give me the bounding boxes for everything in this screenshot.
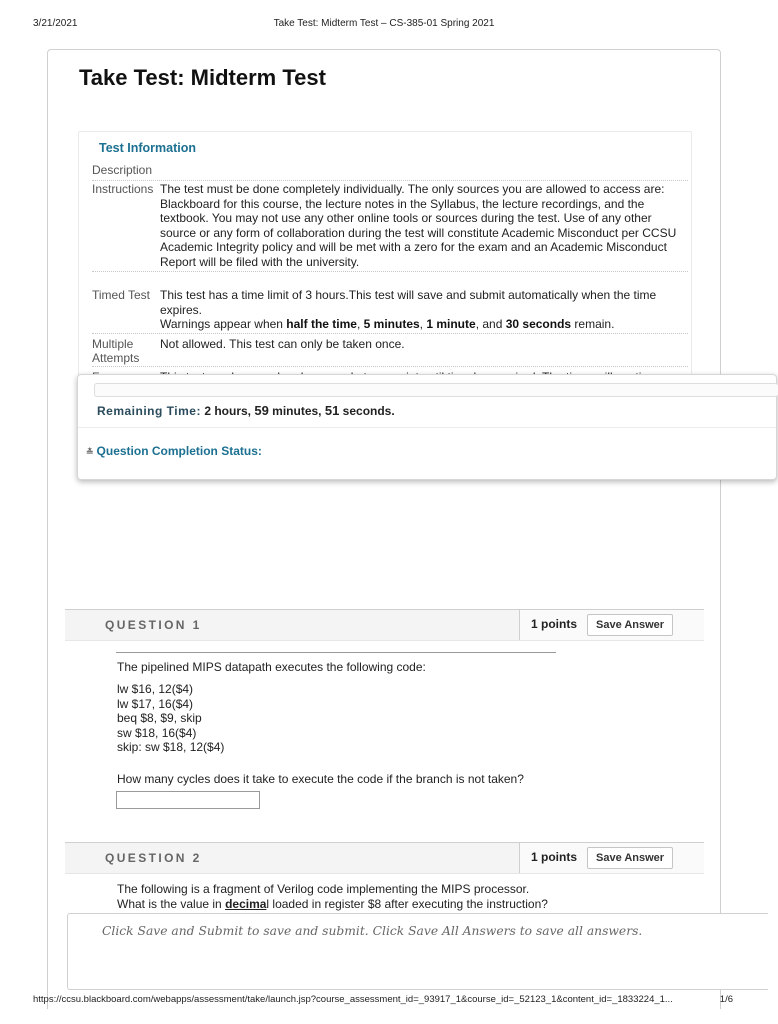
code-line: sw $18, 16($4) bbox=[117, 725, 197, 740]
question-1-points: 1 points bbox=[531, 617, 578, 631]
multiple-attempts-text: Not allowed. This test can only be taken once. bbox=[160, 337, 405, 351]
timed-test-label: Timed Test bbox=[92, 288, 151, 302]
instructions-label: Instructions bbox=[92, 182, 154, 196]
description-label: Description bbox=[92, 163, 153, 177]
print-page-number: 1/6 bbox=[719, 994, 733, 1005]
question-2-label: QUESTION 2 bbox=[105, 851, 202, 865]
question-2-header bbox=[65, 842, 704, 874]
multiple-attempts-label: Multiple Attempts bbox=[92, 337, 140, 365]
remaining-seconds: 51 bbox=[324, 403, 340, 418]
warning-sep-2: , bbox=[419, 317, 427, 332]
question-1-prompt: How many cycles does it take to execute the code if the branch is not taken? bbox=[117, 772, 524, 786]
question-2-line2-post: l loaded in register $8 after executing the instruction? bbox=[266, 897, 548, 911]
question-1-separator bbox=[116, 652, 556, 653]
submit-hint-text: Click Save and Submit to save and submit. Click Save All Answers to save all answers. bbox=[102, 924, 643, 938]
test-information-title: Test Information bbox=[99, 141, 196, 155]
question-1-header bbox=[65, 609, 704, 641]
chevron-double-down-icon: ≛ bbox=[86, 447, 94, 457]
remaining-minutes: 59 bbox=[254, 403, 269, 418]
submit-bar bbox=[67, 913, 768, 990]
info-row-multiple-attempts bbox=[92, 337, 688, 367]
print-date: 3/21/2021 bbox=[33, 18, 78, 29]
instructions-text: The test must be done completely individually. The only sources you are allowed to access are: Blackboard for this course, the lecture notes in the Syllabus, the lecture recordings, and the textbook. You may not use any other online tools or sources during the test. Use of any other source or any form of collaboration during the test will constitute Academic Misconduct per CCSU Academic Integrity policy and will be met with a zero for the exam and an Academic Misconduct Report will be filed with the university. bbox=[160, 182, 677, 269]
question-2-save-answer-button[interactable]: Save Answer bbox=[587, 847, 673, 869]
page-title: Take Test: Midterm Test bbox=[79, 65, 326, 90]
question-2-emphasis: decima bbox=[225, 897, 267, 911]
question-2-points: 1 points bbox=[531, 850, 578, 864]
code-line: lw $16, 12($4) bbox=[117, 682, 194, 696]
test-information-panel bbox=[78, 131, 692, 376]
question-1-answer-input[interactable] bbox=[116, 791, 260, 809]
remaining-seconds-unit: seconds. bbox=[342, 404, 395, 418]
question-completion-label: Question Completion Status: bbox=[96, 444, 262, 458]
warning-30-seconds: 30 seconds bbox=[505, 317, 572, 332]
question-completion-toggle[interactable] bbox=[86, 444, 262, 458]
timed-test-line1: This test has a time limit of 3 hours.This test will save and submit automatically when the time expires. bbox=[160, 288, 657, 317]
timer-divider bbox=[78, 427, 776, 428]
question-2-line2 bbox=[117, 897, 548, 912]
warning-sep-1: , bbox=[356, 317, 364, 332]
warning-half-time: half the time bbox=[286, 317, 357, 332]
question-1-points-cell bbox=[519, 610, 704, 640]
remaining-hours: 2 bbox=[204, 404, 211, 418]
question-1-intro: The pipelined MIPS datapath executes the following code: bbox=[117, 660, 426, 674]
warning-1-minute: 1 minute bbox=[426, 317, 476, 332]
question-2-points-cell bbox=[519, 843, 704, 873]
timer-bar bbox=[94, 383, 778, 397]
timed-test-text bbox=[160, 288, 685, 332]
code-line: skip: sw $18, 12($4) bbox=[117, 740, 225, 754]
info-row-timed-test bbox=[92, 288, 688, 334]
question-1-save-answer-button[interactable]: Save Answer bbox=[587, 614, 673, 636]
question-2-line1: The following is a fragment of Verilog code implementing the MIPS processor. bbox=[117, 882, 530, 896]
remaining-time bbox=[97, 403, 395, 418]
code-line: beq $8, $9, skip bbox=[117, 711, 202, 725]
timer-panel bbox=[77, 374, 777, 480]
question-1-label: QUESTION 1 bbox=[105, 618, 202, 632]
warning-sep-3: , and bbox=[475, 317, 506, 332]
warning-5-minutes: 5 minutes bbox=[363, 317, 420, 332]
question-2-line2-pre: What is the value in bbox=[117, 897, 226, 911]
remaining-minutes-unit: minutes, bbox=[272, 404, 322, 418]
question-1-code bbox=[117, 682, 224, 755]
print-url: https://ccsu.blackboard.com/webapps/assessment/take/launch.jsp?course_assessment_id=_93917_1&course_id=_52123_1&content_id=_1833224_1... bbox=[33, 994, 673, 1005]
print-doc-title: Take Test: Midterm Test – CS-385-01 Spring 2021 bbox=[273, 18, 495, 29]
warnings-text: Warnings appear when bbox=[160, 317, 287, 332]
info-row-instructions bbox=[92, 182, 688, 272]
info-row-description bbox=[92, 163, 688, 181]
remaining-hours-unit: hours, bbox=[214, 404, 252, 418]
warning-sep-4: remain. bbox=[571, 317, 615, 332]
remaining-time-label: Remaining Time: bbox=[97, 404, 201, 418]
code-line: lw $17, 16($4) bbox=[117, 696, 194, 711]
